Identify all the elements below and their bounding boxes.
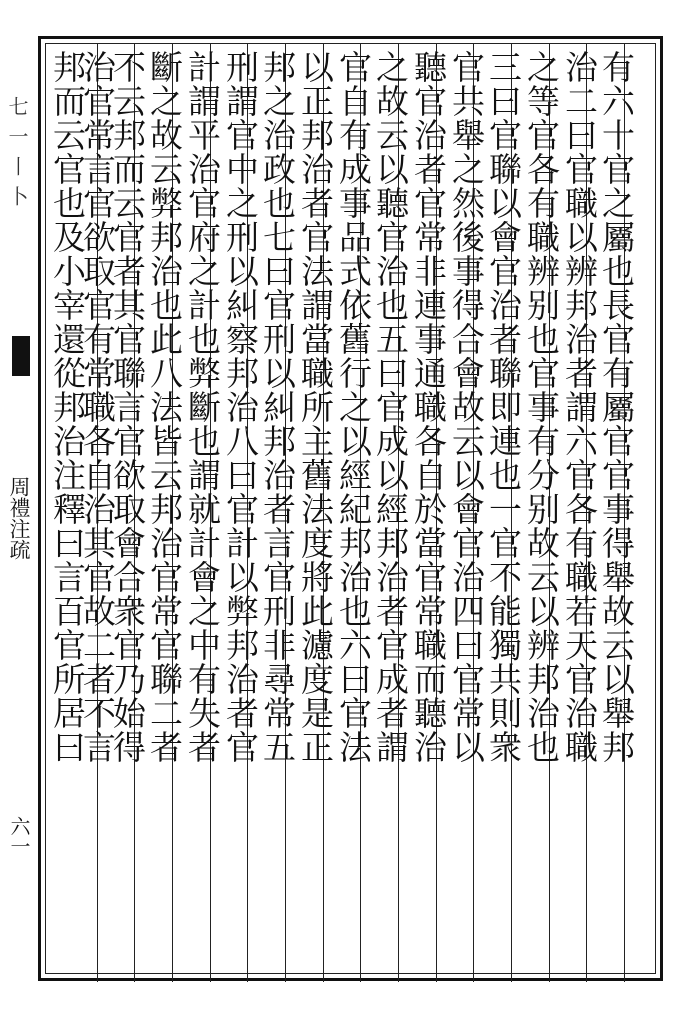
text-column-13: 斷之故云弊邦治也此八法皆云邦治官常官聯二者 bbox=[145, 50, 184, 764]
text-column-16: 邦而云官也及小宰還從邦治注釋曰言百官所居曰 bbox=[48, 50, 87, 764]
text-column-8: 官自有成事品式依舊行之以經紀邦治也六曰官法 bbox=[334, 50, 373, 764]
folio-number: 六一 bbox=[7, 816, 31, 856]
text-column-12: 計謂平治官府之計也弊斷也謂就計會之中有失者 bbox=[183, 50, 222, 764]
text-column-9: 以正邦治者官法謂當職所主舊法度將此濾度是正 bbox=[296, 50, 335, 764]
text-column-1: 有六十官之屬也長官有屬官官事得舉故云以舉邦 bbox=[597, 50, 636, 764]
page-margin bbox=[0, 36, 38, 981]
text-column-15: 治官常言官欲取官有常職各自治其官故二者不言 bbox=[78, 50, 117, 764]
fish-tail-mark bbox=[12, 336, 30, 376]
text-column-4: 三曰官聯以會官治者聯即連也一官不能獨共則衆 bbox=[484, 50, 523, 764]
text-column-2: 治二曰官職以辨邦治者謂六官各有職若天官治職 bbox=[560, 50, 599, 764]
book-title: 周禮注疏 bbox=[7, 476, 31, 560]
text-column-10: 邦之治政也七曰官刑以糾邦治者言官刑非尋常五 bbox=[258, 50, 297, 764]
text-column-6: 聽官治者官常非連事通職各自於當官常職而聽治 bbox=[409, 50, 448, 764]
text-column-11: 刑謂官中之刑以糾察邦治八曰官計以弊邦治者官 bbox=[221, 50, 260, 764]
text-column-14: 不云邦而云官者其官聯言官欲取會合衆官乃始得 bbox=[108, 50, 147, 764]
text-column-5: 官共舉之然後事得合會故云以會官治四曰官常以 bbox=[447, 50, 486, 764]
text-column-7: 之故云以聽官治也五曰官成以經邦治者官成者謂 bbox=[371, 50, 410, 764]
text-column-3: 之等官各有職辨别也官事有分别故云以辨邦治也 bbox=[522, 50, 561, 764]
margin-marks: 七一丨卜 bbox=[5, 96, 29, 216]
